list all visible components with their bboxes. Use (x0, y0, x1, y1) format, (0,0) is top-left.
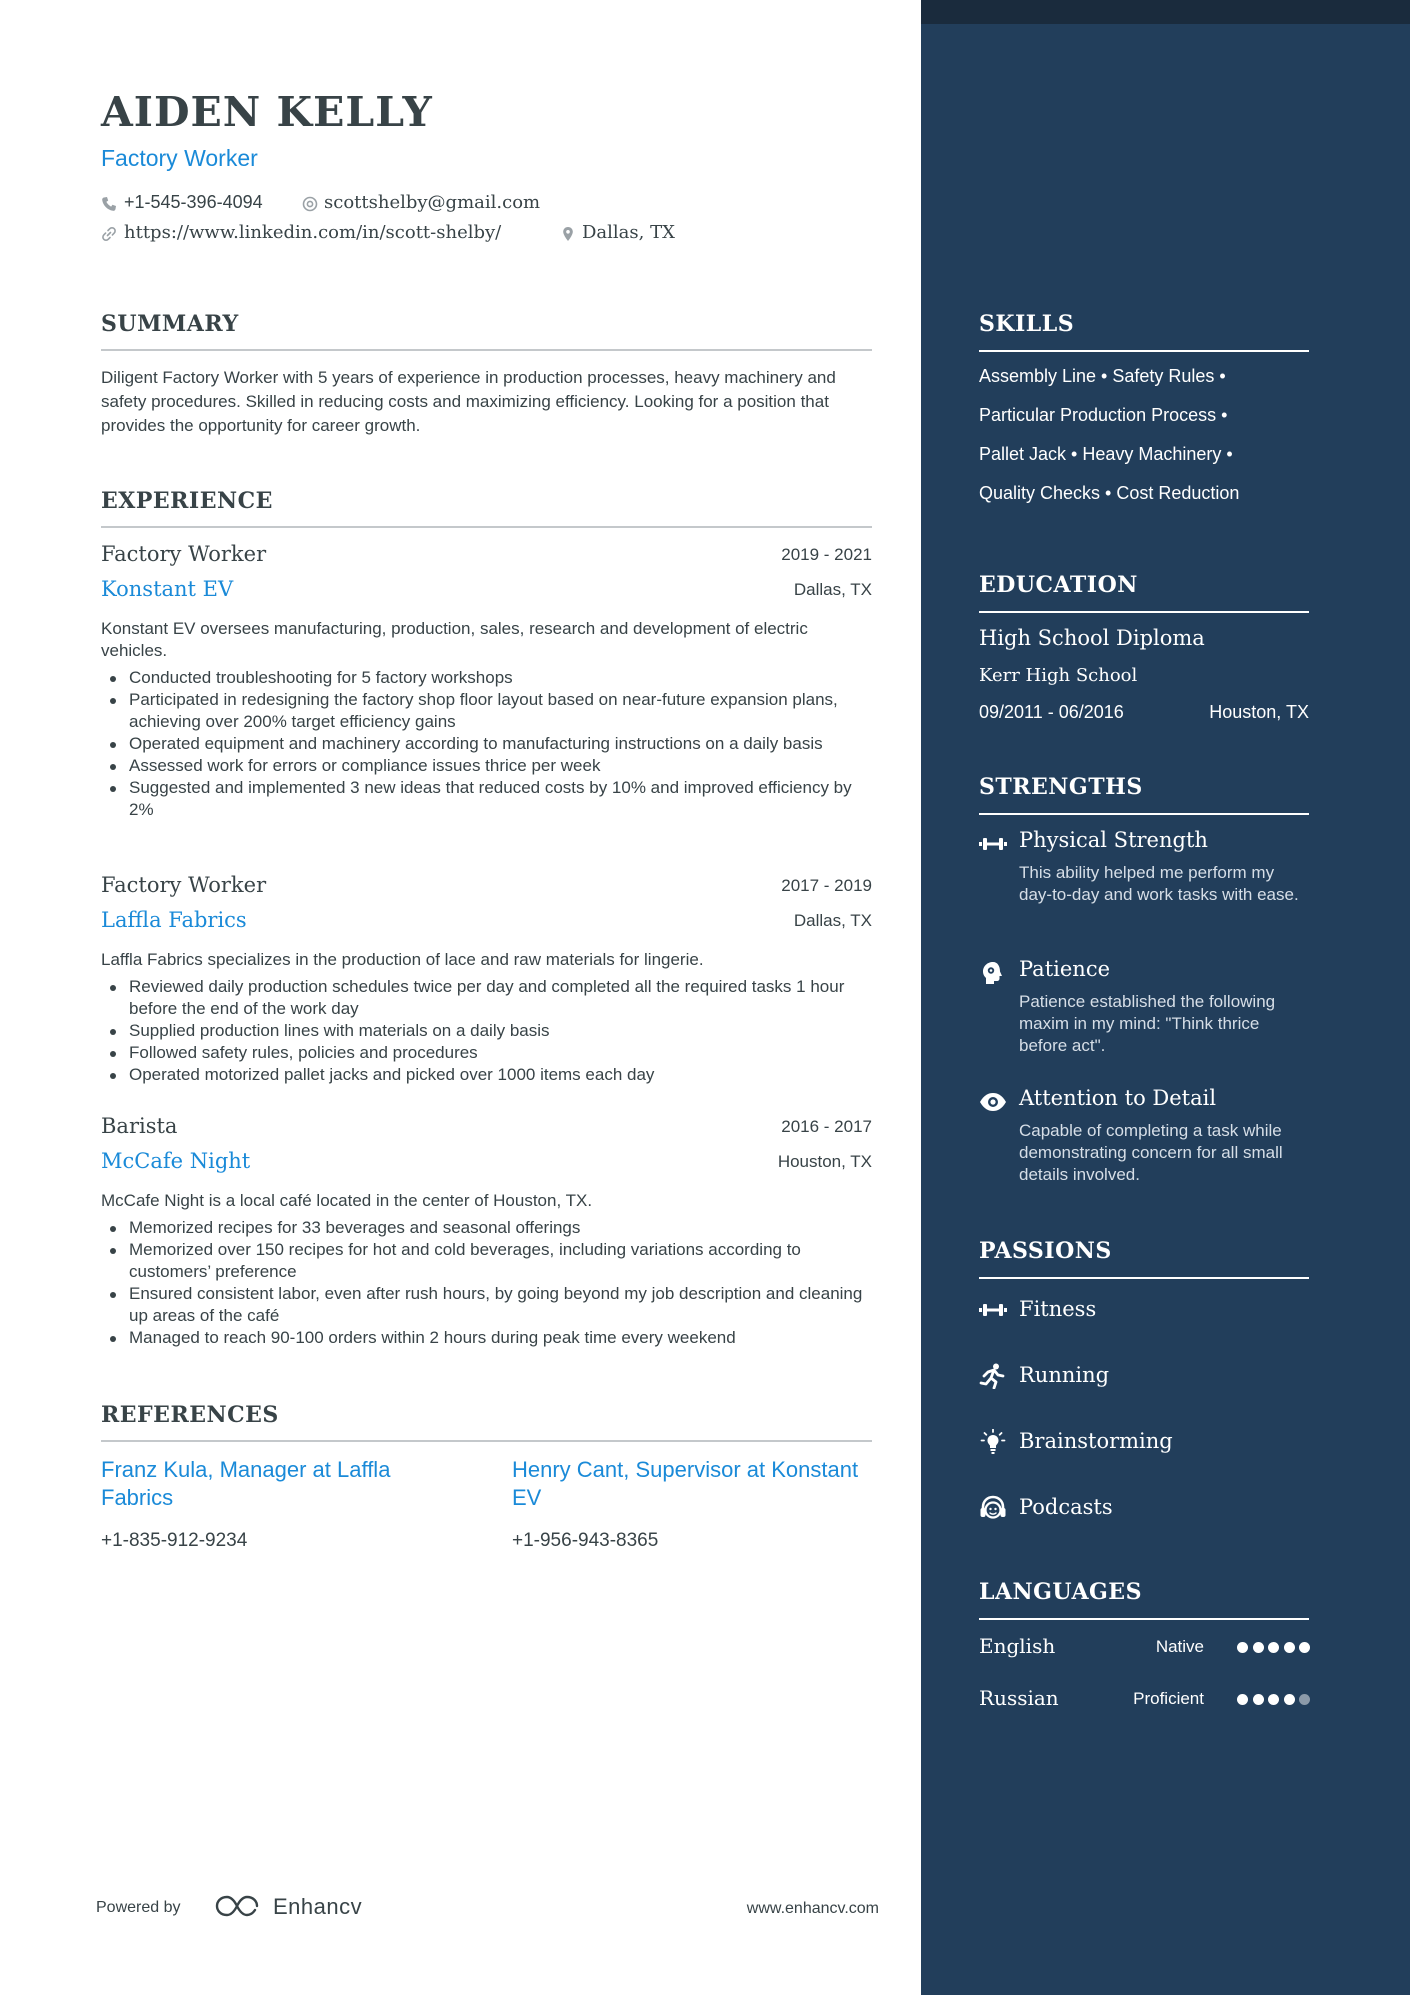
summary-text: Diligent Factory Worker with 5 years of experience in production processes, heavy machinery and safety procedures. Skilled in reducing costs and maximizing efficiency. Looking for a position that provides the opportunity for career growth. (101, 368, 836, 435)
experience-bullet: Managed to reach 90-100 orders within 2 hours during peak time every weekend (101, 1327, 872, 1349)
experience-bullet: Participated in redesigning the factory shop floor layout based on near-future expansion plans, achieving over 200% target efficiency gains (101, 689, 872, 733)
education-location: Houston, TX (1209, 702, 1309, 722)
experience-company[interactable]: McCafe Night (101, 1149, 251, 1173)
rating-dot-filled (1268, 1642, 1279, 1653)
sidebar-top-bar (921, 0, 1410, 24)
education-heading: EDUCATION (979, 572, 1309, 613)
contact-phone[interactable]: +1-545-396-4094 (124, 192, 263, 212)
rating-dot-filled (1284, 1694, 1295, 1705)
language-level: Native (1155, 1637, 1204, 1656)
skills-line: Pallet Jack • Heavy Machinery • (979, 444, 1233, 464)
rating-dot-filled (1237, 1694, 1248, 1705)
contact-linkedin[interactable]: https://www.linkedin.com/in/scott-shelby/ (124, 222, 502, 243)
language-name: Russian (979, 1686, 1059, 1710)
dumbbell-icon (979, 832, 1007, 856)
passion-item (979, 1493, 1309, 1525)
language-rating (1237, 1642, 1309, 1654)
experience-bullet: Reviewed daily production schedules twice per day and completed all the required tasks 1 hour before the end of the work day (101, 976, 872, 1020)
skills-line: Quality Checks • Cost Reduction (979, 483, 1240, 503)
dumbbell-icon (979, 1297, 1007, 1323)
experience-bullet: Followed safety rules, policies and procedures (101, 1042, 872, 1064)
experience-role: Factory Worker (101, 542, 267, 566)
language-item (979, 1634, 1309, 1664)
experience-bullet: Memorized over 150 recipes for hot and cold beverages, including variations according to customers’ preference (101, 1239, 872, 1283)
footer-url[interactable]: www.enhancv.com (746, 1900, 879, 1917)
language-rating (1237, 1694, 1309, 1706)
resume-sidebar (921, 0, 1410, 1995)
experience-company[interactable]: Konstant EV (101, 577, 234, 601)
experience-role: Factory Worker (101, 873, 267, 897)
rating-dot-filled (1253, 1694, 1264, 1705)
education-dates: 09/2011 - 06/2016 (979, 702, 1124, 722)
rating-dot-filled (1253, 1642, 1264, 1653)
experience-dates: 2019 - 2021 (781, 545, 872, 564)
lightbulb-icon (979, 1429, 1007, 1455)
education-school: Kerr High School (979, 665, 1138, 686)
location-pin-icon (560, 226, 576, 242)
reference-phone[interactable]: +1-835-912-9234 (101, 1530, 248, 1551)
experience-bullets (101, 1217, 872, 1349)
reference-name[interactable]: Henry Cant, Supervisor at Konstant EV (512, 1457, 859, 1510)
passion-label: Fitness (1019, 1297, 1097, 1321)
experience-bullet: Operated equipment and machinery according to manufacturing instructions on a daily basis (101, 733, 872, 755)
passion-item (979, 1427, 1309, 1459)
experience-bullet: Ensured consistent labor, even after rush hours, by going beyond my job description and cleaning up areas of the café (101, 1283, 872, 1327)
language-level: Proficient (1133, 1689, 1204, 1708)
candidate-title: Factory Worker (101, 145, 258, 171)
skills-line: Particular Production Process • (979, 405, 1228, 425)
contact-email[interactable]: scottshelby@gmail.com (324, 192, 541, 213)
phone-icon (101, 196, 117, 212)
strength-title: Attention to Detail (1019, 1086, 1217, 1110)
strength-title: Physical Strength (1019, 828, 1208, 852)
strength-description: Capable of completing a task while demonstrating concern for all small details involved. (1019, 1121, 1283, 1184)
footer-brand[interactable]: Enhancv (273, 1894, 363, 1919)
education-degree: High School Diploma (979, 626, 1205, 650)
passion-label: Brainstorming (1019, 1429, 1173, 1453)
rating-dot-filled (1284, 1642, 1295, 1653)
reference-name[interactable]: Franz Kula, Manager at Laffla Fabrics (101, 1457, 391, 1510)
skills-heading: SKILLS (979, 311, 1309, 352)
passion-label: Running (1019, 1363, 1110, 1387)
enhancv-logo-icon[interactable] (214, 1893, 260, 1919)
passion-item (979, 1295, 1309, 1327)
experience-role: Barista (101, 1114, 178, 1138)
experience-bullets (101, 667, 872, 821)
experience-description: Konstant EV oversees manufacturing, production, sales, research and development of electric vehicles. (101, 619, 808, 660)
headphones-icon (979, 1495, 1007, 1521)
head-brain-icon (979, 961, 1007, 985)
strengths-heading: STRENGTHS (979, 774, 1309, 815)
passions-heading: PASSIONS (979, 1238, 1309, 1279)
eye-icon (979, 1090, 1007, 1114)
rating-dot-filled (1237, 1642, 1248, 1653)
contact-location: Dallas, TX (582, 222, 675, 243)
language-item (979, 1686, 1309, 1716)
experience-dates: 2016 - 2017 (781, 1117, 872, 1136)
strength-title: Patience (1019, 957, 1111, 981)
experience-bullet: Memorized recipes for 33 beverages and seasonal offerings (101, 1217, 872, 1239)
rating-dot-filled (1299, 1642, 1310, 1653)
running-icon (979, 1363, 1007, 1389)
references-heading: REFERENCES (101, 1402, 872, 1442)
experience-bullet: Supplied production lines with materials on a daily basis (101, 1020, 872, 1042)
at-icon (302, 196, 318, 212)
reference-item (101, 1456, 461, 1552)
experience-company[interactable]: Laffla Fabrics (101, 908, 247, 932)
experience-bullets (101, 976, 872, 1086)
experience-location: Dallas, TX (793, 911, 872, 930)
language-name: English (979, 1634, 1056, 1658)
experience-description: McCafe Night is a local café located in the center of Houston, TX. (101, 1191, 593, 1210)
link-icon (101, 226, 117, 242)
experience-bullet: Assessed work for errors or compliance issues thrice per week (101, 755, 872, 777)
reference-phone[interactable]: +1-956-943-8365 (512, 1530, 659, 1551)
summary-heading: SUMMARY (101, 311, 872, 351)
experience-description: Laffla Fabrics specializes in the production of lace and raw materials for lingerie. (101, 950, 704, 969)
experience-location: Houston, TX (777, 1152, 872, 1171)
footer-powered-by: Powered by (96, 1899, 181, 1916)
strength-description: This ability helped me perform my day-to-day and work tasks with ease. (1019, 863, 1299, 904)
experience-bullet: Operated motorized pallet jacks and picked over 1000 items each day (101, 1064, 872, 1086)
experience-bullet: Conducted troubleshooting for 5 factory workshops (101, 667, 872, 689)
skills-line: Assembly Line • Safety Rules • (979, 366, 1226, 386)
languages-heading: LANGUAGES (979, 1579, 1309, 1620)
experience-bullet: Suggested and implemented 3 new ideas that reduced costs by 10% and improved efficiency by 2% (101, 777, 872, 821)
passion-item (979, 1361, 1309, 1393)
passion-label: Podcasts (1019, 1495, 1113, 1519)
candidate-name: AIDEN KELLY (101, 88, 433, 136)
rating-dot-filled (1268, 1694, 1279, 1705)
experience-heading: EXPERIENCE (101, 488, 872, 528)
strength-description: Patience established the following maxim in my mind: "Think thrice before act". (1019, 992, 1276, 1055)
experience-location: Dallas, TX (793, 580, 872, 599)
experience-dates: 2017 - 2019 (781, 876, 872, 895)
rating-dot-empty (1299, 1694, 1310, 1705)
reference-item (512, 1456, 872, 1552)
